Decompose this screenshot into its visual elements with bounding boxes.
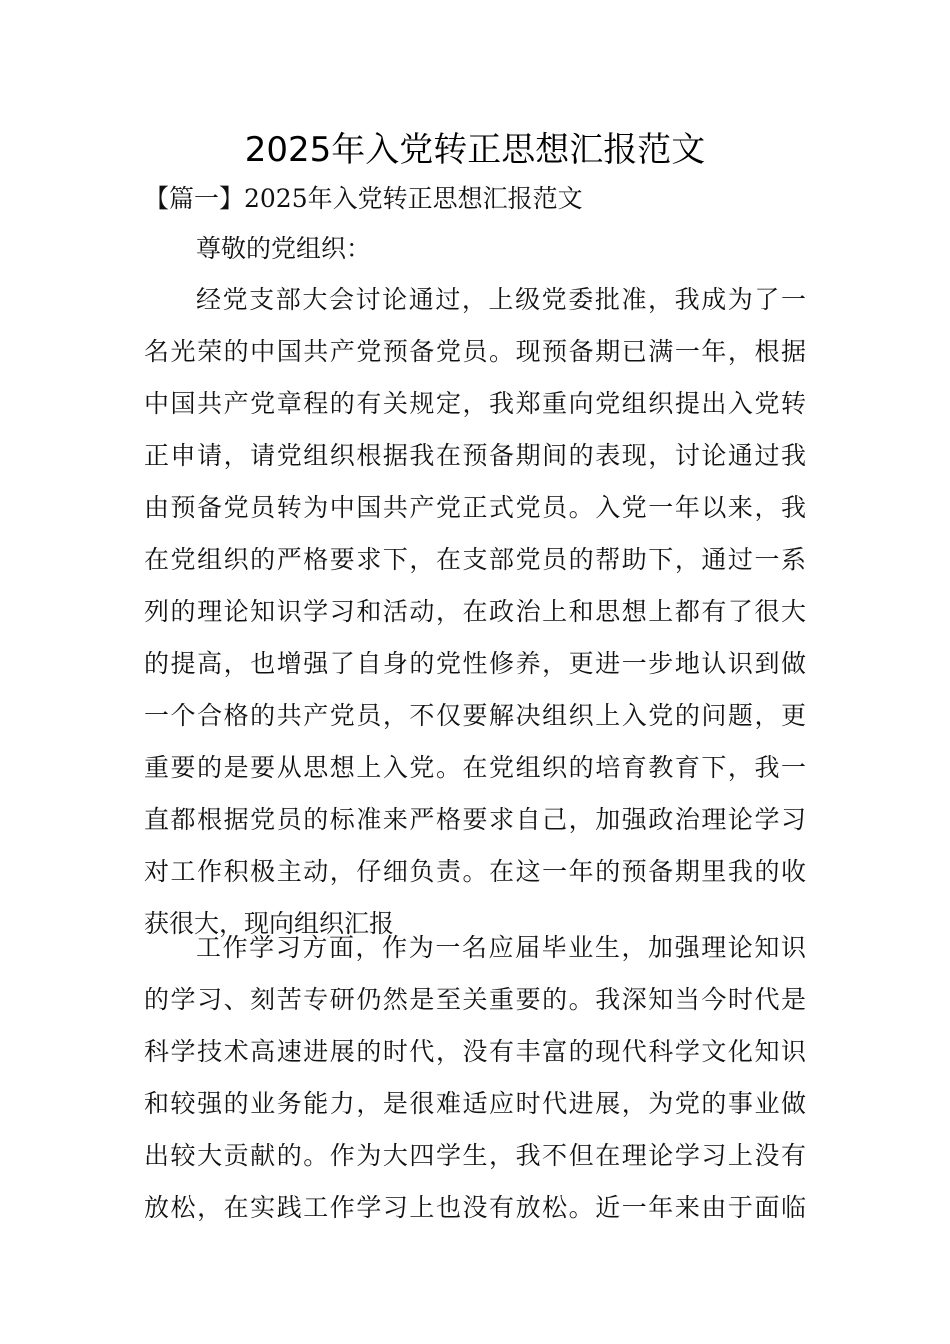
paragraph-line: 出较大贡献的。作为大四学生，我不但在理论学习上没有 [144,1141,806,1170]
paragraph-line: 工作学习方面，作为一名应届毕业生，加强理论知识 [196,933,806,962]
paragraph-line: 获很大，现向组织汇报 [144,909,395,938]
paragraph-1 [144,274,806,950]
paragraph-line: 正申请，请党组织根据我在预备期间的表现，讨论通过我 [144,441,806,470]
paragraph-line: 经党支部大会讨论通过，上级党委批准，我成为了一 [196,285,806,314]
paragraph-line: 中国共产党章程的有关规定，我郑重向党组织提出入党转 [144,389,806,418]
paragraph-line: 和较强的业务能力，是很难适应时代进展，为党的事业做 [144,1089,806,1118]
paragraph-line: 放松，在实践工作学习上也没有放松。近一年来由于面临 [144,1193,806,1222]
paragraph-line: 科学技术高速进展的时代，没有丰富的现代科学文化知识 [144,1037,806,1066]
salutation: 尊敬的党组织： [196,234,372,263]
paragraph-line: 对工作积极主动，仔细负责。在这一年的预备期里我的收 [144,857,806,886]
paragraph-line: 由预备党员转为中国共产党正式党员。入党一年以来，我 [144,493,806,522]
paragraph-line: 在党组织的严格要求下，在支部党员的帮助下，通过一系 [144,545,806,574]
paragraph-line: 列的理论知识学习和活动，在政治上和思想上都有了很大 [144,597,806,626]
paragraph-line: 名光荣的中国共产党预备党员。现预备期已满一年，根据 [144,337,806,366]
paragraph-line: 直都根据党员的标准来严格要求自己，加强政治理论学习 [144,805,806,834]
paragraph-2 [144,922,806,1234]
paragraph-line: 重要的是要从思想上入党。在党组织的培育教育下，我一 [144,753,806,782]
paragraph-line: 的提高，也增强了自身的党性修养，更进一步地认识到做 [144,649,806,678]
paragraph-line: 的学习、刻苦专研仍然是至关重要的。我深知当今时代是 [144,985,806,1014]
paragraph-line: 一个合格的共产党员，不仅要解决组织上入党的问题，更 [144,701,806,730]
document-title: 2025年入党转正思想汇报范文 [244,130,706,170]
section-heading: 【篇一】2025年入党转正思想汇报范文 [144,184,583,213]
